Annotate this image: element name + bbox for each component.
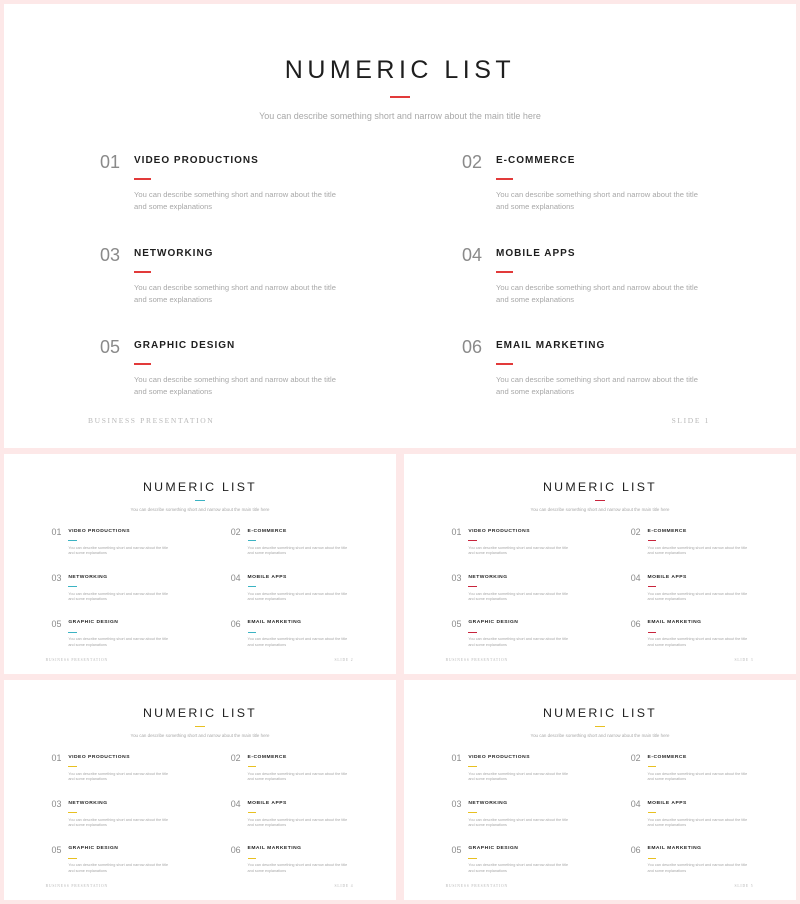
item-number: 06 xyxy=(630,844,641,855)
item-description: You can describe something short and narrow about the title and some explanations xyxy=(468,637,569,647)
item-number: 06 xyxy=(230,618,241,629)
title-accent-line xyxy=(195,726,205,727)
item-number: 05 xyxy=(51,844,62,855)
item-number: 03 xyxy=(100,245,121,265)
item-title: GRAPHIC DESIGN xyxy=(68,620,119,626)
slide-number: SLIDE 3 xyxy=(734,657,754,662)
item-accent-line xyxy=(648,586,656,587)
slide-subtitle: You can describe something short and narrow about the main title here xyxy=(130,732,270,738)
item-description: You can describe something short and narrow about the title and some explanations xyxy=(647,591,748,602)
item-accent-line xyxy=(496,271,513,273)
slide-title: NUMERIC LIST xyxy=(543,479,657,494)
item-accent-line xyxy=(134,178,151,180)
item-number: 01 xyxy=(451,753,462,764)
item-description: You can describe something short and narrow about the title and some explanations xyxy=(68,591,169,602)
slide-number: SLIDE 4 xyxy=(334,883,354,888)
item-description: You can describe something short and narrow about the title and some explanations xyxy=(468,591,569,602)
item-title: EMAIL MARKETING xyxy=(647,620,702,626)
item-title: EMAIL MARKETING xyxy=(247,620,302,626)
item-title: E-COMMERCE xyxy=(247,754,287,760)
title-accent-line xyxy=(595,500,605,501)
item-description: You can describe something short and narrow about the title and some explanations xyxy=(134,283,336,304)
item-number: 02 xyxy=(630,527,641,538)
item-accent-line xyxy=(496,363,513,365)
item-number: 01 xyxy=(100,152,121,172)
slide-title: NUMERIC LIST xyxy=(143,479,257,494)
item-number: 06 xyxy=(230,844,241,855)
item-title: E-COMMERCE xyxy=(247,528,287,534)
item-description: You can describe something short and narrow about the title and some explanations xyxy=(496,190,698,211)
item-description: You can describe something short and narrow about the title and some explanations xyxy=(496,283,698,304)
item-title: GRAPHIC DESIGN xyxy=(468,620,519,626)
item-accent-line xyxy=(248,586,256,587)
item-title: E-COMMERCE xyxy=(647,528,687,534)
item-description: You can describe something short and narrow about the title and some explanations xyxy=(496,375,698,396)
item-description: You can describe something short and narrow about the title and some explanations xyxy=(647,863,748,873)
item-accent-line xyxy=(468,586,476,587)
item-description: You can describe something short and narrow about the title and some explanations xyxy=(247,591,348,602)
slide-title: NUMERIC LIST xyxy=(284,56,516,84)
slide-number: SLIDE 2 xyxy=(334,657,354,662)
item-number: 05 xyxy=(451,618,462,629)
slide-card[interactable] xyxy=(4,4,796,448)
item-number: 05 xyxy=(100,337,121,357)
item-description: You can describe something short and narrow about the title and some explanations xyxy=(647,817,748,828)
item-number: 03 xyxy=(51,573,62,584)
item-accent-line xyxy=(68,812,76,813)
slide-subtitle: You can describe something short and narrow about the main title here xyxy=(530,506,670,512)
item-title: VIDEO PRODUCTIONS xyxy=(68,754,130,760)
item-title: NETWORKING xyxy=(68,574,108,580)
item-number: 02 xyxy=(230,527,241,538)
item-accent-line xyxy=(248,766,256,767)
item-accent-line xyxy=(468,540,476,541)
item-number: 04 xyxy=(630,799,641,810)
item-title: GRAPHIC DESIGN xyxy=(468,846,519,852)
item-description: You can describe something short and narrow about the title and some explanations xyxy=(68,863,169,873)
item-description: You can describe something short and narrow about the title and some explanations xyxy=(247,545,348,556)
item-accent-line xyxy=(248,812,256,813)
footer-left-text: BUSINESS PRESENTATION xyxy=(45,883,109,888)
item-description: You can describe something short and narrow about the title and some explanations xyxy=(68,817,169,828)
title-accent-line xyxy=(595,726,605,727)
item-number: 02 xyxy=(462,152,483,172)
item-accent-line xyxy=(496,178,513,180)
item-title: EMAIL MARKETING xyxy=(247,846,302,852)
footer-left-text: BUSINESS PRESENTATION xyxy=(88,416,215,425)
item-number: 03 xyxy=(51,799,62,810)
footer-left-text: BUSINESS PRESENTATION xyxy=(445,657,509,662)
item-title: VIDEO PRODUCTIONS xyxy=(468,754,530,760)
item-title: NETWORKING xyxy=(134,248,214,259)
item-title: NETWORKING xyxy=(468,574,508,580)
item-accent-line xyxy=(134,271,151,273)
item-title: NETWORKING xyxy=(468,800,508,806)
item-description: You can describe something short and narrow about the title and some explanations xyxy=(68,545,169,556)
item-description: You can describe something short and narrow about the title and some explanations xyxy=(247,863,348,873)
item-accent-line xyxy=(468,858,476,859)
item-description: You can describe something short and narrow about the title and some explanations xyxy=(247,637,348,647)
item-title: VIDEO PRODUCTIONS xyxy=(68,528,130,534)
item-accent-line xyxy=(248,540,256,541)
item-number: 04 xyxy=(230,799,241,810)
item-accent-line xyxy=(68,586,76,587)
footer-left-text: BUSINESS PRESENTATION xyxy=(445,883,509,888)
item-title: MOBILE APPS xyxy=(247,800,287,806)
item-number: 01 xyxy=(51,527,62,538)
item-accent-line xyxy=(68,858,76,859)
item-title: MOBILE APPS xyxy=(647,800,687,806)
slide-number: SLIDE 5 xyxy=(734,883,754,888)
item-title: MOBILE APPS xyxy=(496,248,576,259)
item-title: VIDEO PRODUCTIONS xyxy=(134,155,259,166)
item-description: You can describe something short and narrow about the title and some explanations xyxy=(468,817,569,828)
item-title: GRAPHIC DESIGN xyxy=(68,846,119,852)
title-accent-line xyxy=(390,96,410,98)
item-description: You can describe something short and narrow about the title and some explanations xyxy=(68,637,169,647)
item-title: E-COMMERCE xyxy=(496,155,576,166)
item-accent-line xyxy=(468,812,476,813)
item-description: You can describe something short and narrow about the title and some explanations xyxy=(134,375,336,396)
item-number: 02 xyxy=(630,753,641,764)
item-number: 03 xyxy=(451,799,462,810)
item-description: You can describe something short and narrow about the title and some explanations xyxy=(647,771,748,782)
slide-title: NUMERIC LIST xyxy=(543,705,657,720)
item-accent-line xyxy=(134,363,151,365)
slide-card[interactable] xyxy=(404,680,796,900)
slide-title: NUMERIC LIST xyxy=(143,705,257,720)
item-title: GRAPHIC DESIGN xyxy=(134,340,236,351)
item-accent-line xyxy=(68,632,76,633)
item-accent-line xyxy=(68,540,76,541)
item-accent-line xyxy=(648,632,656,633)
item-number: 05 xyxy=(51,618,62,629)
item-title: E-COMMERCE xyxy=(647,754,687,760)
item-description: You can describe something short and narrow about the title and some explanations xyxy=(468,545,569,556)
item-title: MOBILE APPS xyxy=(647,574,687,580)
slide-card[interactable] xyxy=(4,454,396,674)
item-number: 03 xyxy=(451,573,462,584)
item-accent-line xyxy=(648,858,656,859)
slide-subtitle: You can describe something short and narrow about the main title here xyxy=(259,111,541,121)
item-number: 01 xyxy=(51,753,62,764)
item-accent-line xyxy=(468,632,476,633)
item-number: 04 xyxy=(630,573,641,584)
item-description: You can describe something short and narrow about the title and some explanations xyxy=(468,863,569,873)
slide-subtitle: You can describe something short and narrow about the main title here xyxy=(130,506,270,512)
item-description: You can describe something short and narrow about the title and some explanations xyxy=(468,771,569,782)
item-accent-line xyxy=(648,766,656,767)
item-title: NETWORKING xyxy=(68,800,108,806)
footer-left-text: BUSINESS PRESENTATION xyxy=(45,657,109,662)
slide-card[interactable] xyxy=(4,680,396,900)
item-title: MOBILE APPS xyxy=(247,574,287,580)
item-accent-line xyxy=(248,632,256,633)
item-number: 04 xyxy=(462,245,483,265)
slide-number: SLIDE 1 xyxy=(671,416,710,425)
item-title: EMAIL MARKETING xyxy=(647,846,702,852)
item-number: 05 xyxy=(451,844,462,855)
item-description: You can describe something short and narrow about the title and some explanations xyxy=(647,545,748,556)
item-title: VIDEO PRODUCTIONS xyxy=(468,528,530,534)
item-number: 06 xyxy=(462,337,483,357)
item-accent-line xyxy=(68,766,76,767)
item-description: You can describe something short and narrow about the title and some explanations xyxy=(247,771,348,782)
item-accent-line xyxy=(248,858,256,859)
item-number: 04 xyxy=(230,573,241,584)
item-number: 06 xyxy=(630,618,641,629)
item-number: 01 xyxy=(451,527,462,538)
item-number: 02 xyxy=(230,753,241,764)
title-accent-line xyxy=(195,500,205,501)
item-title: EMAIL MARKETING xyxy=(496,340,606,351)
item-description: You can describe something short and narrow about the title and some explanations xyxy=(134,190,336,211)
slide-subtitle: You can describe something short and narrow about the main title here xyxy=(530,732,670,738)
item-description: You can describe something short and narrow about the title and some explanations xyxy=(247,817,348,828)
item-description: You can describe something short and narrow about the title and some explanations xyxy=(68,771,169,782)
item-accent-line xyxy=(468,766,476,767)
item-accent-line xyxy=(648,540,656,541)
item-description: You can describe something short and narrow about the title and some explanations xyxy=(647,637,748,647)
item-accent-line xyxy=(648,812,656,813)
slide-card[interactable] xyxy=(404,454,796,674)
